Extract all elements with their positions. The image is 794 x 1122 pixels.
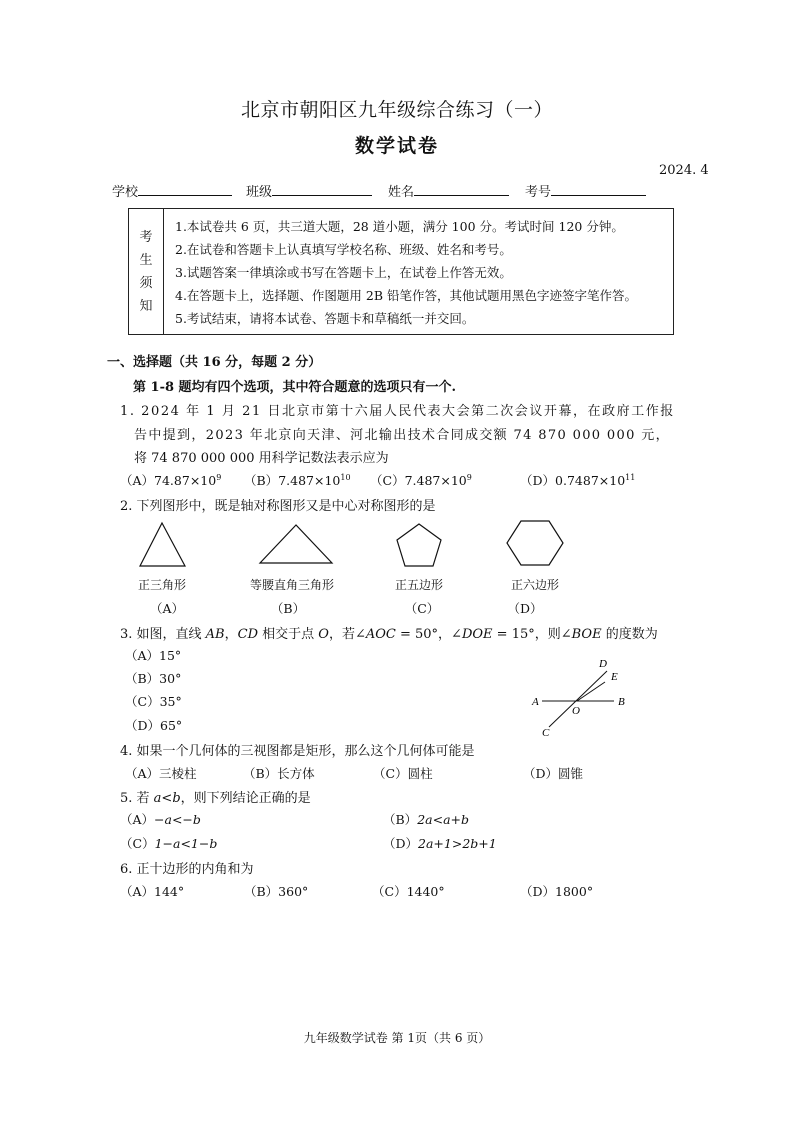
exam-notice-box [128,208,674,335]
class-blank [272,183,372,196]
notice-rule: 5.考试结束，请将本试卷、答题卡和草稿纸一并交回。 [175,311,475,326]
regular-hexagon-shape [507,521,563,565]
q1-option-b: $(B)7.487\times 10^{10}$ [244,472,351,488]
shape-letter-b: （B） [270,601,306,616]
q1-option-c: $(C)7.487\times 10^9$ [370,472,472,488]
section-instruction: 第 1-8 题均有四个选项，其中符合题意的选项只有一个. [133,380,457,395]
equilateral-triangle-shape [140,523,185,566]
name-blank [414,183,509,196]
shape-label-c: 正五边形 [394,578,443,592]
school-label: 学校 [112,185,139,200]
page-footer: 九年级数学试卷 第 1页（共 6 页） [303,1031,491,1045]
q1-option-a: $(A)74.87\times 10^9$ [120,472,222,488]
q3-option-a: （A）15° [125,648,182,663]
notice-heading-char: 考 [139,229,153,245]
q1-line2: 告中提到，2023 年北京向天津、河北输出技术合同成交额 74 870 000 000 元， [134,428,670,443]
notice-heading-char: 生 [139,252,153,268]
notice-rule: 2.在试卷和答题卡上认真填写学校名称、班级、姓名和考号。 [175,242,512,257]
shape-label-d: 正六边形 [510,578,559,592]
notice-rule: 4.在答题卡上，选择题、作图题用 2B 铅笔作答，其他试题用黑色字迹签字笔作答。 [175,288,638,303]
point-label-e: E [611,671,618,683]
student-info-line [112,181,646,200]
class-label: 班级 [246,185,273,200]
q3-option-c: （C）35° [125,694,182,709]
shape-label-b: 等腰直角三角形 [249,578,334,592]
page-title: 北京市朝阳区九年级综合练习（一） [240,99,553,121]
line-cd [549,671,607,727]
exam-date: 2024. 4 [659,163,709,178]
isosceles-right-triangle-shape [260,525,332,563]
shape-label-a: 正三角形 [137,578,186,592]
point-label-b: B [618,696,625,708]
point-label-a: A [532,696,539,708]
notice-rule: 3.试题答案一律填涂或书写在答题卡上，在试卷上作答无效。 [175,265,512,280]
q6-stem: 6. 正十边形的内角和为 [120,862,254,877]
q5-option-a: （A）−a<−b [120,812,201,827]
notice-heading-char: 须 [139,275,153,291]
q4-stem: 4. 如果一个几何体的三视图都是矩形，那么这个几何体可能是 [120,744,475,759]
q2-stem: 2. 下列图形中，既是轴对称图形又是中心对称图形的是 [120,499,436,514]
q6-option-c: （C）1440° [372,884,445,899]
q4-option-c: （C）圆柱 [373,766,433,781]
q5-option-d: （D）2a+1>2b+1 [383,836,497,851]
q1-option-d: $(D)0.7487\times 10^{11}$ [520,472,636,488]
point-label-d: D [599,658,607,670]
q4-option-b: （B）长方体 [243,766,315,781]
notice-heading [129,209,164,334]
shape-letter-d: （D） [507,601,543,616]
notice-heading-char: 知 [139,298,153,314]
q5-option-c: （C）1−a<1−b [120,836,218,851]
q3-option-d: （D）65° [125,718,183,733]
name-label: 姓名 [388,185,415,200]
regular-pentagon-shape [397,524,441,566]
q5-stem: 5. 若 a<b，则下列结论正确的是 [120,791,311,806]
q4-option-d: （D）圆锥 [523,766,584,781]
shape-letter-a: （A） [149,601,185,616]
notice-rule: 1.本试卷共 6 页，共三道大题，28 道小题，满分 100 分。考试时间 120 分钟。 [175,219,624,234]
q2-shapes-figure [120,515,590,575]
q5-option-b: （B）2a<a+b [383,812,469,827]
ray-oe [577,682,605,701]
point-label-o: O [572,705,580,717]
q1-line3: 将 74 870 000 000 用科学记数法表示应为 [134,451,389,466]
exam-number-blank [551,183,646,196]
q4-option-a: （A）三棱柱 [125,766,197,781]
q6-option-b: （B）360° [244,884,309,899]
school-blank [138,183,232,196]
section-heading: 一、选择题（共 16 分，每题 2 分） [107,355,322,370]
exam-number-label: 考号 [525,185,552,200]
q3-angle-figure [528,652,638,742]
shape-letter-c: （C） [404,601,440,616]
q3-stem: 3. 如图，直线 AB，CD 相交于点 O，若∠AOC = 50°，∠DOE = 15°，则∠BOE 的度数为 [120,627,658,642]
page-subtitle: 数学试卷 [354,135,439,157]
q6-option-d: （D）1800° [520,884,594,899]
q6-option-a: （A）144° [120,884,185,899]
notice-rules [175,219,637,334]
q1-line1: 1. 2024 年 1 月 21 日北京市第十六届人民代表大会第二次会议开幕，在政府工作报 [120,404,675,419]
point-label-c: C [542,727,550,739]
q3-option-b: （B）30° [125,671,182,686]
